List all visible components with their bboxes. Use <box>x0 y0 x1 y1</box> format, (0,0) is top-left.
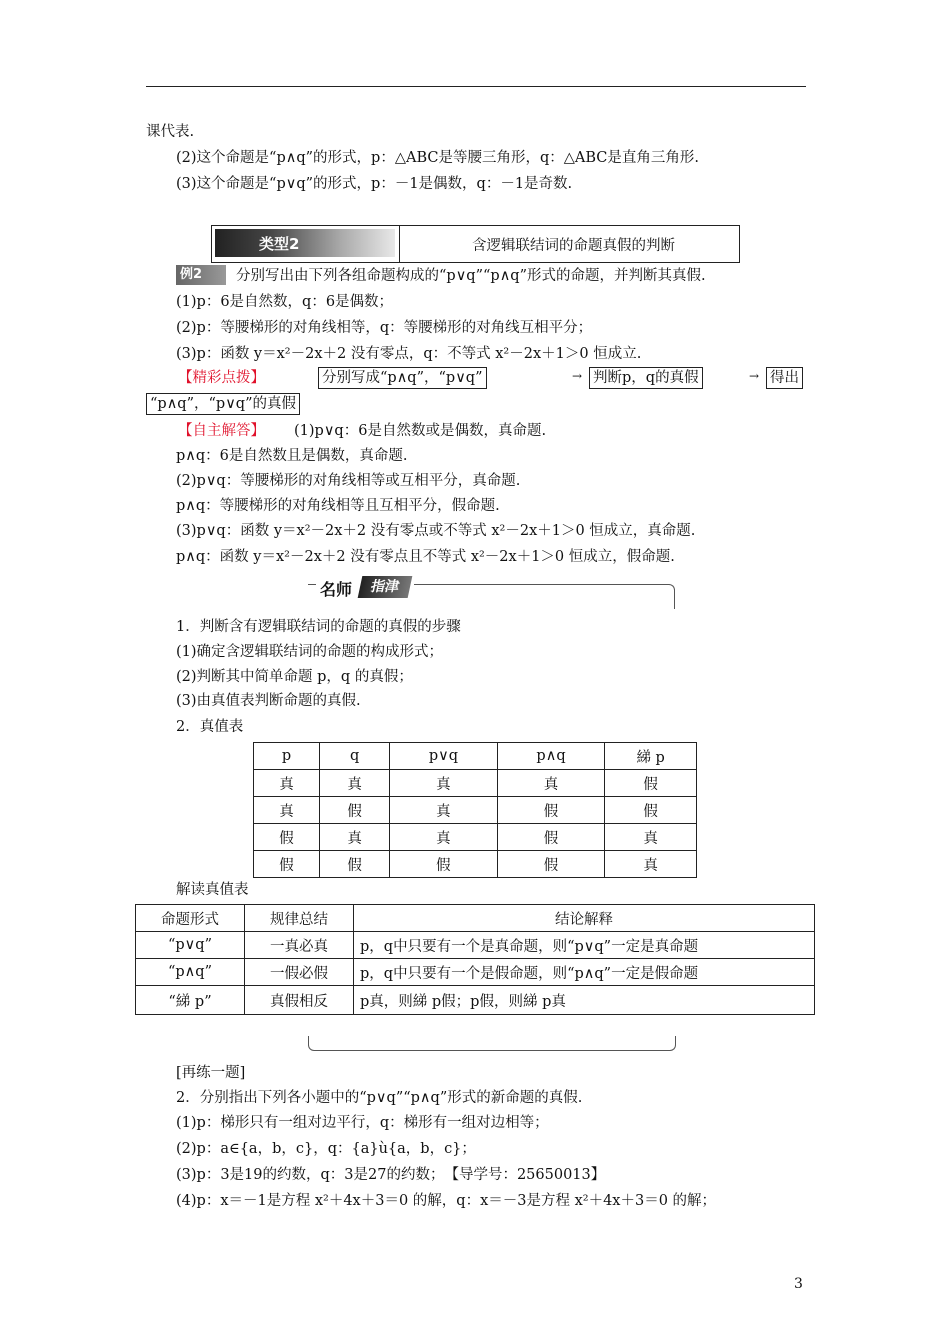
interp-cell: “p∧q” <box>136 959 245 986</box>
hint-arrow-1: → <box>572 369 583 383</box>
table-row <box>136 959 815 986</box>
intro-line-3: (3)这个命题是“p∨q”的形式，p：－1是偶数，q：－1是奇数. <box>176 176 573 192</box>
truth-cell: 真 <box>605 851 697 878</box>
solution-line-4: p∧q：等腰梯形的对角线相等且互相平分，假命题. <box>176 498 500 514</box>
truth-header-not: 綈 p <box>605 743 697 770</box>
truth-header-q: q <box>320 743 390 770</box>
truth-cell: 假 <box>497 824 605 851</box>
truth-table <box>253 742 697 878</box>
example-item-3: (3)p：函数 y＝x²－2x＋2 没有零点，q：不等式 x²－2x＋1＞0 恒成立. <box>176 346 642 362</box>
teacher-p4: (3)由真值表判断命题的真假. <box>176 693 361 709</box>
solution-line-1: (1)p∨q：6是自然数或是偶数，真命题. <box>294 423 547 439</box>
example-item-2: (2)p：等腰梯形的对角线相等，q：等腰梯形的对角线互相平分； <box>176 320 593 336</box>
interp-header-rule: 规律总结 <box>245 905 354 932</box>
section-header <box>211 225 740 263</box>
interp-header-explain: 结论解释 <box>354 905 815 932</box>
solution-line-2: p∧q：6是自然数且是偶数，真命题. <box>176 448 408 464</box>
truth-cell: 假 <box>390 851 498 878</box>
interp-cell: 一真必真 <box>245 932 354 959</box>
section-title: 含逻辑联结词的命题真假的判断 <box>472 238 675 254</box>
practice-item-3: (3)p：3是19的约数，q：3是27的约数； 【导学号：25650013】 <box>176 1167 606 1183</box>
truth-cell: 真 <box>497 770 605 797</box>
truth-cell: 假 <box>497 797 605 824</box>
interp-cell: p，q中只要有一个是真命题，则“p∨q”一定是真命题 <box>354 932 815 959</box>
hint-box-1: 分别写成“p∧q”，“p∨q” <box>318 367 487 389</box>
section-tag <box>215 229 395 257</box>
truth-cell: 真 <box>254 797 320 824</box>
teacher-notes-bottom-bracket <box>308 1036 676 1051</box>
interp-cell: “p∨q” <box>136 932 245 959</box>
truth-cell: 假 <box>254 824 320 851</box>
interp-caption: 解读真值表 <box>176 882 249 898</box>
teacher-notes-tag <box>316 575 414 601</box>
table-row <box>254 770 697 797</box>
solution-line-5: (3)p∨q：函数 y＝x²－2x＋2 没有零点或不等式 x²－2x＋1＞0 恒成立，真命题. <box>176 523 696 539</box>
practice-item-4: (4)p：x＝－1是方程 x²＋4x＋3＝0 的解，q：x＝－3是方程 x²＋4x＋3＝0 的解； <box>176 1193 717 1209</box>
hint-arrow-2: → <box>749 369 760 383</box>
hint-box-3: 得出 <box>766 367 803 389</box>
interp-cell: p真，则綈 p假；p假，则綈 p真 <box>354 986 815 1015</box>
truth-cell: 真 <box>390 797 498 824</box>
truth-cell: 真 <box>320 824 390 851</box>
truth-cell: 假 <box>605 770 697 797</box>
teacher-p5: 2．真值表 <box>176 719 244 735</box>
teacher-notes-ming: 名师 <box>320 580 353 599</box>
interp-cell: p，q中只要有一个是假命题，则“p∧q”一定是假命题 <box>354 959 815 986</box>
table-row <box>136 986 815 1015</box>
teacher-p2: (1)确定含逻辑联结词的命题的构成形式； <box>176 644 444 660</box>
table-row <box>254 797 697 824</box>
teacher-notes-zhi: 指津 <box>358 576 413 598</box>
truth-cell: 真 <box>605 824 697 851</box>
table-row <box>254 743 697 770</box>
section-tag-label: 类型2 <box>259 235 300 253</box>
page-number: 3 <box>794 1276 803 1292</box>
interp-table <box>135 904 815 1015</box>
example-question: 分别写出由下列各组命题构成的“p∨q”“p∧q”形式的命题，并判断其真假. <box>236 268 706 284</box>
table-row <box>254 824 697 851</box>
truth-header-and: p∧q <box>497 743 605 770</box>
truth-cell: 真 <box>320 770 390 797</box>
practice-question: 2．分别指出下列各小题中的“p∨q”“p∧q”形式的新命题的真假. <box>176 1090 583 1106</box>
table-row <box>136 905 815 932</box>
truth-cell: 假 <box>320 851 390 878</box>
teacher-p1: 1．判断含有逻辑联结词的命题的真假的步骤 <box>176 619 461 635</box>
table-row <box>254 851 697 878</box>
interp-cell: “綈 p” <box>136 986 245 1015</box>
example-item-1: (1)p：6是自然数，q：6是偶数； <box>176 294 394 310</box>
teacher-p3: (2)判断其中简单命题 p，q 的真假； <box>176 669 413 685</box>
practice-item-2: (2)p：a∈{a，b，c}，q：{a}ù{a，b，c}； <box>176 1141 476 1157</box>
interp-cell: 真假相反 <box>245 986 354 1015</box>
truth-cell: 假 <box>320 797 390 824</box>
example-badge: 例2 <box>176 265 226 285</box>
solution-label: 【自主解答】 <box>178 423 265 439</box>
truth-cell: 真 <box>390 770 498 797</box>
header-rule <box>146 86 806 87</box>
truth-cell: 真 <box>390 824 498 851</box>
truth-header-or: p∨q <box>390 743 498 770</box>
solution-line-6: p∧q：函数 y＝x²－2x＋2 没有零点且不等式 x²－2x＋1＞0 恒成立，假命题. <box>176 549 675 565</box>
truth-header-p: p <box>254 743 320 770</box>
solution-line-3: (2)p∨q：等腰梯形的对角线相等或互相平分，真命题. <box>176 473 521 489</box>
hint-box-2: 判断p，q的真假 <box>589 367 703 389</box>
interp-header-form: 命题形式 <box>136 905 245 932</box>
hint-box-4: “p∧q”，“p∨q”的真假 <box>146 393 300 415</box>
truth-cell: 假 <box>605 797 697 824</box>
truth-cell: 假 <box>254 851 320 878</box>
section-divider <box>399 226 400 262</box>
truth-cell: 真 <box>254 770 320 797</box>
truth-cell: 假 <box>497 851 605 878</box>
interp-cell: 一假必假 <box>245 959 354 986</box>
practice-label: [再练一题] <box>176 1065 246 1081</box>
hint-label: 【精彩点拨】 <box>178 370 265 386</box>
intro-line-2: (2)这个命题是“p∧q”的形式，p：△ABC是等腰三角形，q：△ABC是直角三角形. <box>176 150 699 166</box>
practice-item-1: (1)p：梯形只有一组对边平行，q：梯形有一组对边相等； <box>176 1115 549 1131</box>
table-row <box>136 932 815 959</box>
intro-line-0: 课代表. <box>146 124 195 140</box>
